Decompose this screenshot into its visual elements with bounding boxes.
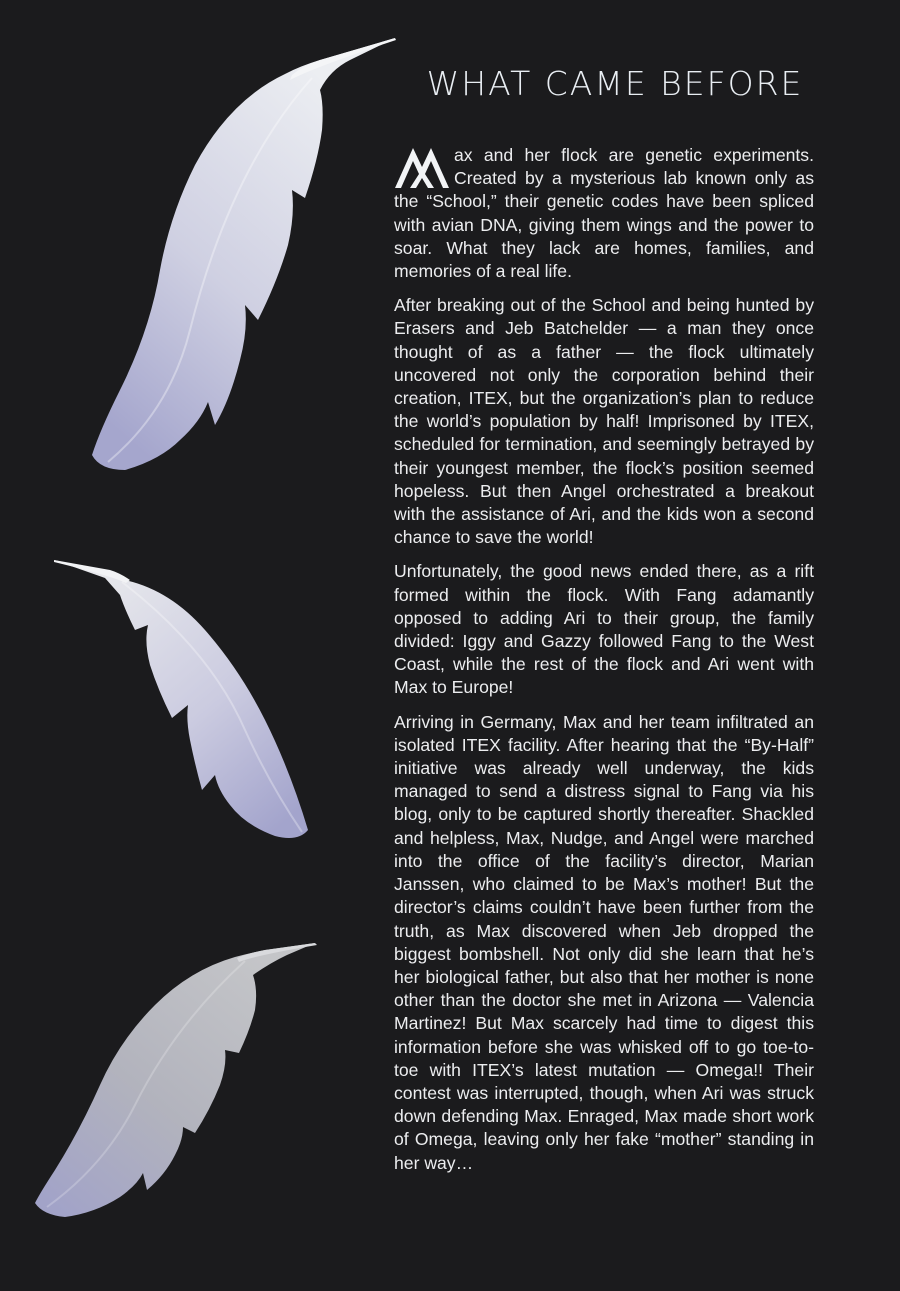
paragraph: After breaking out of the School and being hunted by Erasers and Jeb Batchelder — a man they once thought of as a father — the flock ultimately uncovered not only the corporation behind their creation, ITEX, but the organization’s plan to reduce the world’s population by half! Imprisoned by ITEX, scheduled for termination, and seemingly betrayed by their youngest member, the flock’s position seemed hopeless. But then Angel orchestrated a breakout with the assistance of Ari, and the kids won a second chance to save the world! bbox=[394, 295, 814, 548]
feather-icon bbox=[25, 935, 330, 1235]
feather-icon bbox=[40, 550, 330, 850]
paragraph-text: ax and her flock are genetic experiments. Created by a mysterious lab known only as the “School,” their genetic codes have been spliced with avian DNA, giving them wings and the power to soar. What they lack are homes, families, and memories of a real life. bbox=[394, 145, 814, 282]
paragraph: Arriving in Germany, Max and her team infiltrated an isolated ITEX facility. After hearing that the “By-Half” initiative was already well underway, the kids managed to send a distress signal to Fang via his blog, only to be captured shortly thereafter. Shackled and helpless, Max, Nudge, and Angel were marched into the office of the facility’s director, Marian Janssen, who claimed to be Max’s mother! But the director’s claims couldn’t have been further from the truth, as Max discovered when Jeb dropped the biggest bombshell. Not only did she learn that he’s her biological father, but also that her mother is none other than the doctor she met in Arizona — Valencia Martinez! But Max scarcely had time to digest this information before she was whisked off to go toe-to-toe with ITEX’s latest mutation — Omega!! Their contest was interrupted, though, when Ari was struck down defending Max. Enraged, Max made short work of Omega, leaving only her fake “mother” standing in her way… bbox=[394, 711, 814, 1173]
feather-icon bbox=[80, 30, 410, 500]
page-title: WHAT CAME BEFORE bbox=[426, 64, 804, 103]
body-text bbox=[394, 144, 814, 1186]
dropcap-m-icon bbox=[394, 147, 450, 189]
paragraph: Unfortunately, the good news ended there, as a rift formed within the flock. With Fang adamantly opposed to adding Ari to their group, the family divided: Iggy and Gazzy followed Fang to the West Coast, while the rest of the flock and Ari went with Max to Europe! bbox=[394, 561, 814, 698]
paragraph bbox=[394, 144, 814, 283]
